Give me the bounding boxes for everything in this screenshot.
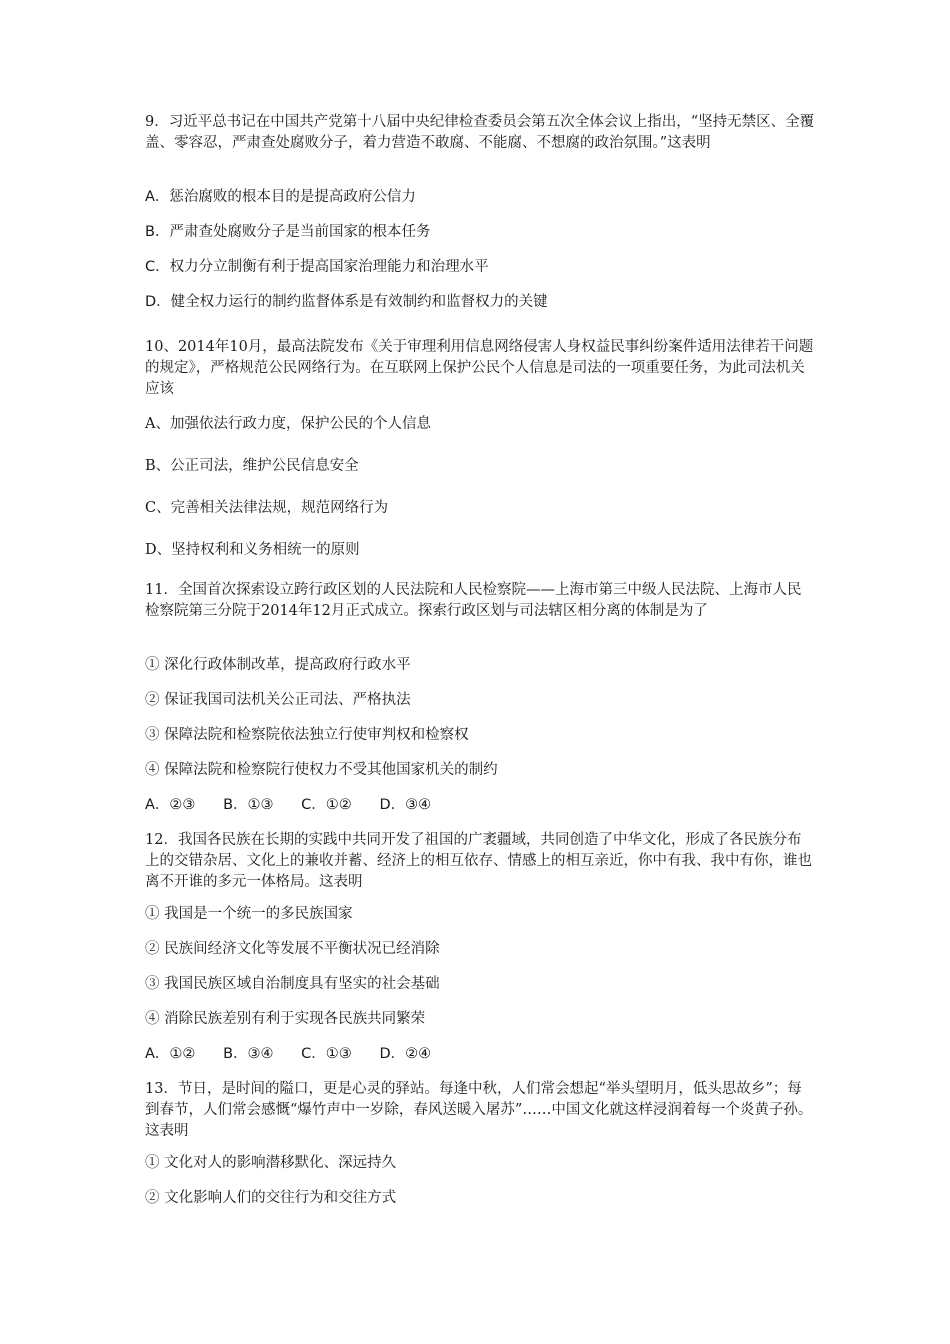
- question-13-item-1: ① 文化对人的影响潜移默化、深远持久: [145, 1155, 397, 1171]
- question-10-option-b: B、公正司法，维护公民信息安全: [145, 458, 359, 474]
- question-11-item-4: ④ 保障法院和检察院行使权力不受其他国家机关的制约: [145, 762, 498, 778]
- question-11-item-2: ② 保证我国司法机关公正司法、严格执法: [145, 692, 411, 708]
- question-10-option-c: C、完善相关法律法规，规范网络行为: [145, 500, 389, 516]
- question-13-item-2: ② 文化影响人们的交往行为和交往方式: [145, 1190, 397, 1206]
- question-13-stem: 13．节日，是时间的隘口，更是心灵的驿站。每逢中秋，人们常会想起“举头望明月，低头思故乡”；每到春节，人们常会感慨“爆竹声中一岁除，春风送暖入屠苏”……中国文化就这样浸润着每一个炎黄子孙。这表明: [145, 1081, 813, 1139]
- question-12-item-1: ① 我国是一个统一的多民族国家: [145, 906, 353, 922]
- question-9-option-b: B．严肃查处腐败分子是当前国家的根本任务: [145, 224, 431, 240]
- question-10-option-d: D、坚持权利和义务相统一的原则: [145, 542, 360, 558]
- question-9-option-c: C．权力分立制衡有利于提高国家治理能力和治理水平: [145, 259, 489, 275]
- question-11-answer-choices: A．②③ B．①③ C．①② D．③④: [145, 797, 432, 813]
- question-12-stem: 12．我国各民族在长期的实践中共同开发了祖国的广袤疆域，共同创造了中华文化，形成了各民族分布上的交错杂居、文化上的兼收并蓄、经济上的相互依存、情感上的相互亲近，你中有我、我中有你，谁也离不开谁的多元一体格局。这表明: [145, 832, 812, 890]
- question-9-stem: 9．习近平总书记在中国共产党第十八届中央纪律检查委员会第五次全体会议上指出，“坚持无禁区、全覆盖、零容忍，严肃查处腐败分子，着力营造不敢腐、不能腐、不想腐的政治氛围。”这表明: [145, 114, 815, 151]
- question-12-item-3: ③ 我国民族区域自治制度具有坚实的社会基础: [145, 976, 440, 992]
- question-9-option-a: A．惩治腐败的根本目的是提高政府公信力: [145, 189, 416, 205]
- question-12-answer-choices: A．①② B．③④ C．①③ D．②④: [145, 1046, 432, 1062]
- question-11-stem: 11．全国首次探索设立跨行政区划的人民法院和人民检察院——上海市第三中级人民法院、上海市人民检察院第三分院于2014年12月正式成立。探索行政区划与司法辖区相分离的体制是为了: [145, 582, 802, 619]
- question-11-item-3: ③ 保障法院和检察院依法独立行使审判权和检察权: [145, 727, 469, 743]
- question-11-item-1: ① 深化行政体制改革，提高政府行政水平: [145, 657, 411, 673]
- question-10-option-a: A、加强依法行政力度，保护公民的个人信息: [145, 416, 431, 432]
- question-12-item-4: ④ 消除民族差别有利于实现各民族共同繁荣: [145, 1011, 426, 1027]
- question-10-stem: 10、2014年10月，最高法院发布《关于审理利用信息网络侵害人身权益民事纠纷案件适用法律若干问题的规定》，严格规范公民网络行为。在互联网上保护公民个人信息是司法的一项重要任务，为此司法机关应该: [145, 339, 814, 397]
- question-9-option-d: D．健全权力运行的制约监督体系是有效制约和监督权力的关键: [145, 294, 548, 310]
- question-12-item-2: ② 民族间经济文化等发展不平衡状况已经消除: [145, 941, 440, 957]
